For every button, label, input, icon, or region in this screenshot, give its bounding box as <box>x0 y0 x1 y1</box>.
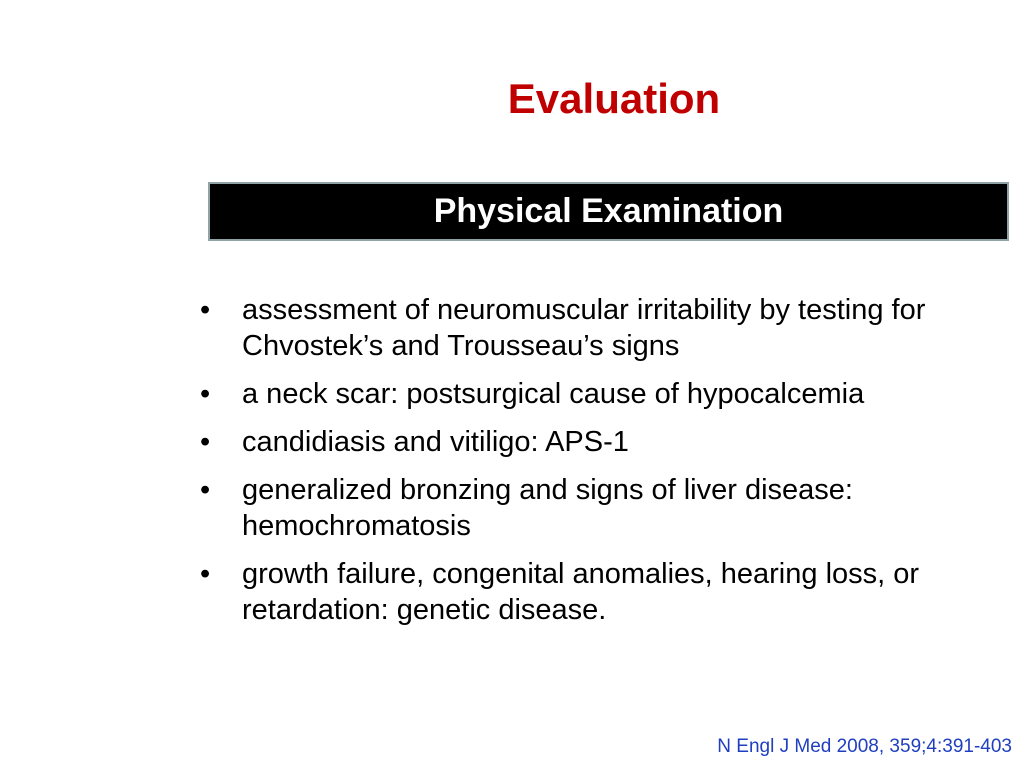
bullet-text: generalized bronzing and signs of liver disease: hemochromatosis <box>242 474 853 542</box>
list-item <box>200 292 990 364</box>
slide-title: Evaluation <box>507 75 721 122</box>
section-header-box <box>208 182 1009 241</box>
bullet-text: candidiasis and vitiligo: APS-1 <box>242 426 629 458</box>
bullet-icon: • <box>200 294 211 326</box>
bullet-icon: • <box>200 426 211 458</box>
list-item <box>200 472 990 544</box>
citation: N Engl J Med 2008, 359;4:391-403 <box>717 736 1012 757</box>
bullet-icon: • <box>200 474 211 506</box>
bullet-icon: • <box>200 558 211 590</box>
list-item <box>200 376 990 412</box>
list-item <box>200 424 990 460</box>
bullet-list <box>200 292 990 640</box>
section-header-label: Physical Examination <box>433 192 784 230</box>
bullet-text: growth failure, congenital anomalies, hearing loss, or retardation: genetic disease. <box>242 558 920 626</box>
bullet-text: assessment of neuromuscular irritability by testing for Chvostek’s and Trousseau’s signs <box>242 294 926 362</box>
bullet-text: a neck scar: postsurgical cause of hypocalcemia <box>242 378 865 410</box>
list-item <box>200 556 990 628</box>
bullet-icon: • <box>200 378 211 410</box>
